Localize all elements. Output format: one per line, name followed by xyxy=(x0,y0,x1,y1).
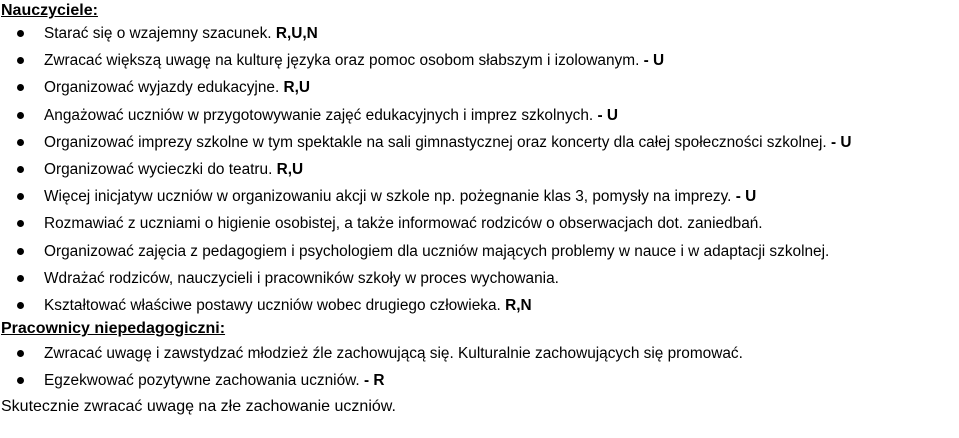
bullet-icon xyxy=(17,377,24,384)
item-text: Zwracać uwagę i zawstydzać młodzież źle zachowującą się. Kulturalnie zachowujących się promować. xyxy=(44,345,743,363)
list-item xyxy=(0,20,959,47)
bullet-list-pracownicy xyxy=(0,340,959,394)
item-code: R,U xyxy=(279,79,311,97)
section-heading-pracownicy: Pracownicy niepedagogiczni: xyxy=(1,320,226,338)
item-code: - U xyxy=(593,106,618,124)
bullet-icon xyxy=(17,139,24,146)
item-text: Więcej inicjatyw uczniów w organizowaniu akcji w szkole np. pożegnanie klas 3, pomysły na imprezy. xyxy=(44,188,732,206)
bullet-icon xyxy=(17,166,24,173)
list-item xyxy=(0,183,959,210)
item-code: R,U xyxy=(272,160,304,178)
list-item xyxy=(0,102,959,129)
list-item xyxy=(0,292,959,319)
list-item xyxy=(0,129,959,156)
item-code: - U xyxy=(731,188,757,206)
item-code: - U xyxy=(639,52,665,70)
item-code: R,U,N xyxy=(271,25,318,42)
section-heading-nauczyciele: Nauczyciele: xyxy=(1,2,98,19)
footer-line: Skutecznie zwracać uwagę na złe zachowanie uczniów. xyxy=(1,398,396,416)
bullet-icon xyxy=(17,193,24,200)
item-code: - R xyxy=(359,372,385,390)
item-text: Organizować zajęcia z pedagogiem i psychologiem dla uczniów mających problemy w nauce i w adaptacji szkolnej. xyxy=(44,242,830,260)
list-item xyxy=(0,74,959,101)
item-text: Egzekwować pozytywne zachowania uczniów. xyxy=(44,372,360,390)
item-text: Organizować imprezy szkolne w tym spektakle na sali gimnastycznej oraz koncerty dla całej społeczności szkolnej. xyxy=(44,133,827,151)
bullet-icon xyxy=(17,220,24,227)
item-code: R,N xyxy=(500,296,532,314)
bullet-icon xyxy=(17,275,24,282)
item-text: Organizować wycieczki do teatru. xyxy=(44,160,273,178)
list-item xyxy=(0,238,959,265)
item-text: Kształtować właściwe postawy uczniów wobec drugiego człowieka. xyxy=(44,296,501,314)
item-text: Zwracać większą uwagę na kulturę języka oraz pomoc osobom słabszym i izolowanym. xyxy=(44,52,640,70)
item-text: Starać się o wzajemny szacunek. xyxy=(44,25,272,42)
list-item xyxy=(0,340,959,367)
bullet-icon xyxy=(17,57,24,64)
item-text: Angażować uczniów w przygotowywanie zajęć edukacyjnych i imprez szkolnych. xyxy=(44,106,594,124)
item-text: Rozmawiać z uczniami o higienie osobistej, a także informować rodziców o obserwacjach dot. zaniedbań. xyxy=(44,215,763,233)
bullet-icon xyxy=(17,30,24,37)
list-item xyxy=(0,367,959,394)
list-item xyxy=(0,210,959,237)
item-code: - U xyxy=(826,133,852,151)
list-item xyxy=(0,265,959,292)
bullet-icon xyxy=(17,248,24,255)
bullet-list-nauczyciele xyxy=(0,20,959,319)
item-text: Wdrażać rodziców, nauczycieli i pracowników szkoły w proces wychowania. xyxy=(44,269,559,287)
bullet-icon xyxy=(17,112,24,119)
list-item xyxy=(0,156,959,183)
bullet-icon xyxy=(17,302,24,309)
item-text: Organizować wyjazdy edukacyjne. xyxy=(44,79,280,97)
bullet-icon xyxy=(17,84,24,91)
list-item xyxy=(0,47,959,74)
bullet-icon xyxy=(17,350,24,357)
